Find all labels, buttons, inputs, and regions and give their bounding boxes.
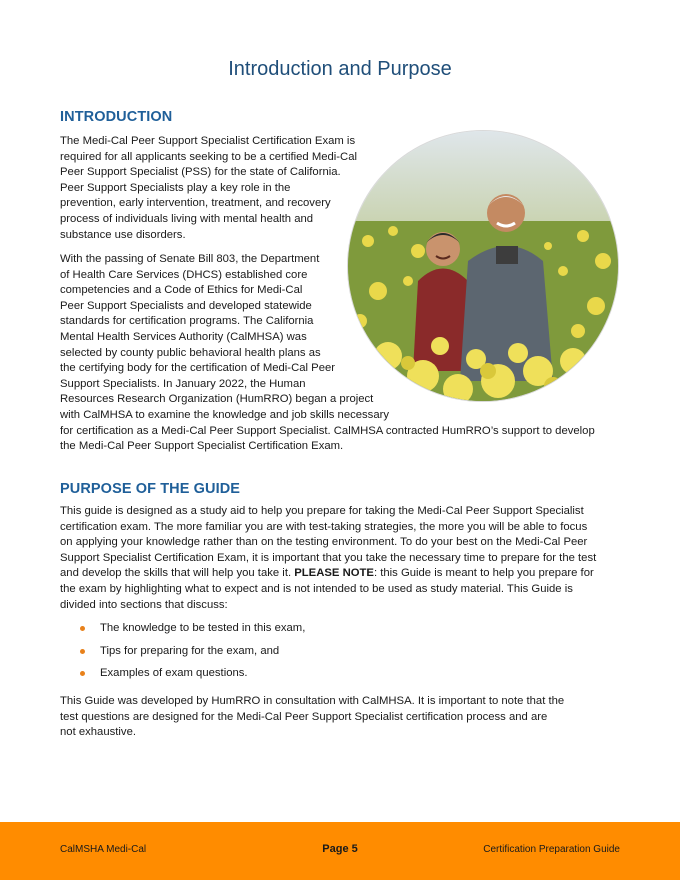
page-title: Introduction and Purpose [228,58,452,80]
please-note-label: PLEASE NOTE [294,567,374,580]
introduction-paragraph-2: With the passing of Senate Bill 803, the Department of Health Care Services (DHCS) established core competencies and a Code of Ethics for Medi-Cal Peer Support Specialists and developed statewide standards for certification programs. The California Mental Health Services Authority (CalMHSA) was selected by county public behavioral health plans as the certifying body for the certification of Medi-Cal Peer Support Specialists. In January 2022, the Human Resources Research Organization (HumRRO) began a project with CalMHSA to examine the knowledge and job skills necessary for certification as a Medi-Cal Peer Support Specialist. CalMHSA contracted HumRRO’s support to develop the Medi-Cal Peer Support Specialist Certification Exam. [60,253,595,453]
footer-right-text: Certification Preparation Guide [483,844,620,855]
introduction-heading: INTRODUCTION [60,109,173,125]
list-item: Examples of exam questions. [60,666,305,689]
purpose-heading: PURPOSE OF THE GUIDE [60,481,241,497]
introduction-paragraph-1: The Medi-Cal Peer Support Specialist Certification Exam is required for all applicants seeking to be a certified Medi-Cal Peer Support Specialist (PSS) for the state of California. Peer Support Specialists play a key role in the prevention, early intervention, treatment, and recovery process of individuals living with mental health and substance use disorders. [60,135,358,241]
list-item: Tips for preparing for the exam, and [60,644,305,667]
elderly-couple-photo [347,130,619,402]
page-number: Page 5 [322,843,358,855]
bullet-dot-icon [80,649,85,654]
text-run: and develop the skills that will help you take it. [60,567,295,580]
list-item: The knowledge to be tested in this exam, [60,621,305,644]
text-run: : this Guide is meant to help you prepare for [373,567,594,580]
footer-left-text: CalMSHA Medi-Cal [60,844,147,855]
bullet-dot-icon [80,671,85,676]
page-footer [0,822,680,880]
bullet-dot-icon [80,626,85,631]
closing-paragraph: This Guide was developed by HumRRO in consultation with CalMHSA. It is important to note that the test questions are designed for the Medi-Cal Peer Support Specialist certification process and are not exhaustive. [60,695,565,739]
topics-list [60,621,305,689]
photo-illustration [348,131,619,402]
purpose-paragraph: This guide is designed as a study aid to help you prepare for taking the Medi-Cal Peer Support Specialist certification exam. The more familiar you are with test-taking strategies, the more you will be able to focus on applying your knowledge rather than on the testing environment. To do your best on the Medi-Cal Peer Support Specialist Certification Exam, it is important that you take the necessary time to prepare for the test and develop the skills that will help you take it. PLEASE NOTE: this Guide is meant to help you prepare for the exam by highlighting what to expect and is not intended to be used as study material. This Guide is divided into sections that discuss: [60,505,597,611]
